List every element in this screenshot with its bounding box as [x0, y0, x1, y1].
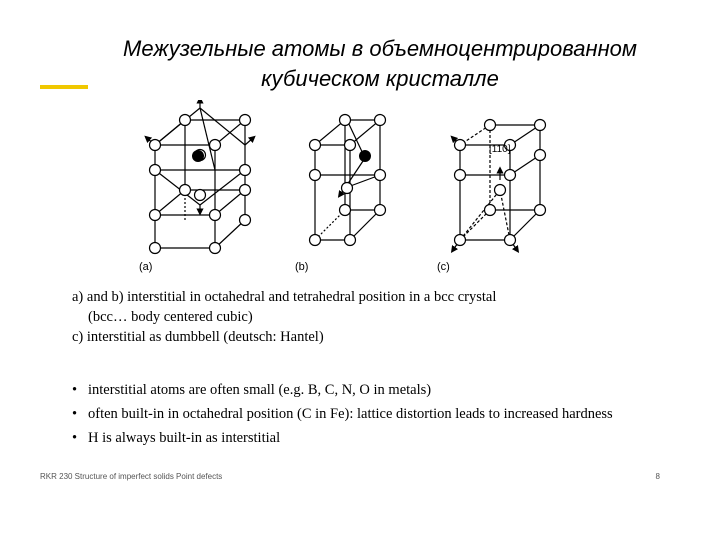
figure-caption — [72, 287, 672, 347]
panel-a-atoms — [150, 115, 251, 254]
bullet-marker: • — [72, 406, 78, 422]
bullet-item — [72, 380, 672, 400]
bullet-text: often built-in in octahedral position (C in Fe): lattice distortion leads to increased hardness — [88, 406, 613, 422]
caption-line-3: c) interstitial as dumbbell (deutsch: Hantel) — [72, 329, 324, 345]
panel-a-interstitial — [192, 150, 204, 162]
panel-b-diagram — [315, 120, 380, 240]
accent-bar — [40, 85, 88, 89]
bullet-marker: • — [72, 430, 78, 446]
caption-line-1: a) and b) interstitial in octahedral and tetrahedral position in a bcc crystal — [72, 289, 497, 305]
crystal-figure — [125, 100, 585, 280]
bullet-item — [72, 428, 672, 448]
title-line-2: кубическом кристалле — [261, 66, 499, 91]
panel-c-label: (c) — [437, 261, 450, 273]
bullet-marker: • — [72, 382, 78, 398]
panel-a-diagram — [147, 100, 253, 248]
bullet-list — [72, 380, 672, 452]
panel-c-direction-label: [110] — [489, 144, 511, 155]
bullet-item — [72, 404, 672, 424]
panel-c-atoms — [455, 120, 546, 246]
panel-a-label: (a) — [139, 261, 153, 273]
slide-footer — [40, 472, 660, 486]
title-line-1: Межузельные атомы в объемноцентрированном — [123, 36, 637, 61]
panel-b-atoms — [310, 115, 386, 246]
footer-course: RKR 230 Structure of imperfect solids Point defects — [40, 472, 223, 481]
footer-page-number: 8 — [655, 472, 660, 481]
bullet-text: H is always built-in as interstitial — [88, 430, 281, 446]
panel-b-interstitial — [359, 150, 371, 162]
panel-b-label: (b) — [295, 261, 309, 273]
slide-title — [60, 34, 700, 94]
caption-line-2: (bcc… body centered cubic) — [88, 309, 253, 325]
bullet-text: interstitial atoms are often small (e.g. B, C, N, O in metals) — [88, 382, 432, 398]
